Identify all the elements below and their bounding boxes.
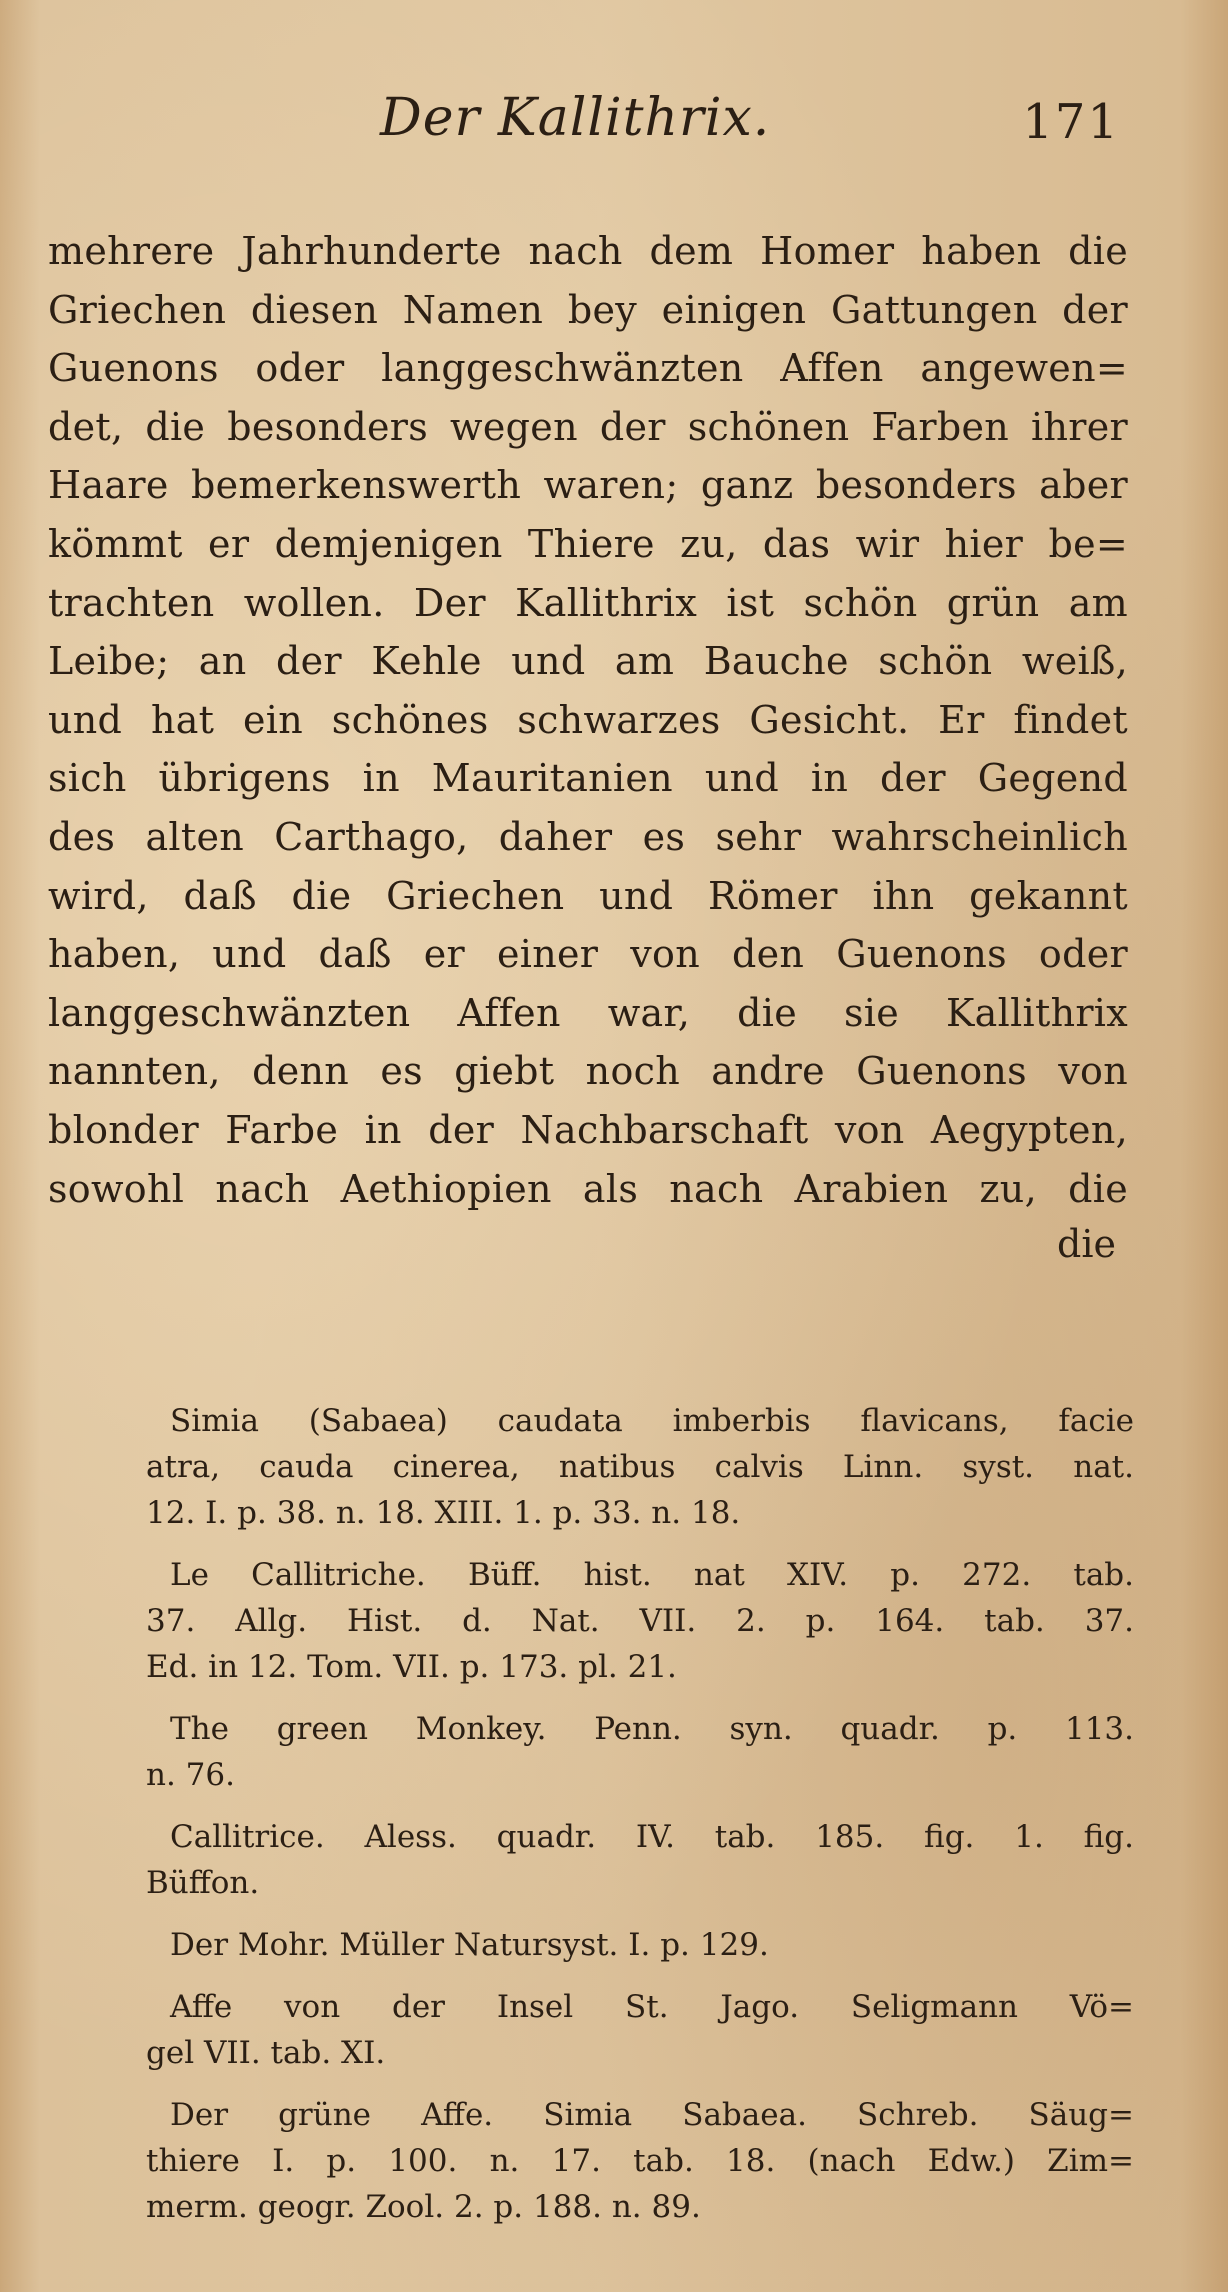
text-line: haben, und daß er einer von den Guenons oder bbox=[48, 932, 1128, 977]
footnote-line: Callitrice. Aless. quadr. IV. tab. 185. fig. 1. fig. bbox=[170, 1819, 1134, 1855]
text-line: Griechen diesen Namen bey einigen Gattungen der bbox=[48, 287, 1128, 332]
footnote-line: Der grüne Affe. Simia Sabaea. Schreb. Säug= bbox=[170, 2097, 1134, 2133]
footnote-line: n. 76. bbox=[146, 1757, 235, 1793]
text-line: langgeschwänzten Affen war, die sie Kallithrix bbox=[48, 990, 1128, 1035]
footnotes bbox=[146, 1398, 1134, 2246]
text-line: trachten wollen. Der Kallithrix ist schön grün am bbox=[48, 580, 1128, 625]
text-line: und hat ein schönes schwarzes Gesicht. Er findet bbox=[48, 697, 1128, 742]
footnote-line: Ed. in 12. Tom. VII. p. 173. pl. 21. bbox=[146, 1649, 677, 1685]
text-line: Haare bemerkenswerth waren; ganz besonders aber bbox=[48, 463, 1128, 508]
main-text bbox=[48, 222, 1128, 1218]
text-line: Leibe; an der Kehle und am Bauche schön weiß, bbox=[48, 639, 1128, 684]
footnote-line: The green Monkey. Penn. syn. quadr. p. 113. bbox=[170, 1711, 1134, 1747]
text-line: des alten Carthago, daher es sehr wahrscheinlich bbox=[48, 814, 1128, 859]
text-line: mehrere Jahrhunderte nach dem Homer haben die bbox=[48, 229, 1128, 273]
page-number: 171 bbox=[1022, 94, 1120, 150]
text-line: kömmt er demjenigen Thiere zu, das wir hier be= bbox=[48, 521, 1128, 566]
page-header bbox=[380, 88, 1120, 168]
catchword: die bbox=[1057, 1222, 1116, 1266]
text-line: Guenons oder langgeschwänzten Affen angewen= bbox=[48, 346, 1128, 391]
footnote-alessandri bbox=[146, 1814, 1134, 1906]
text-line: sich übrigens in Mauritanien und in der Gegend bbox=[48, 756, 1128, 801]
footnote-line: thiere I. p. 100. n. 17. tab. 18. (nach Edw.) Zim= bbox=[146, 2143, 1134, 2179]
footnote-line: Affe von der Insel St. Jago. Seligmann Vö= bbox=[170, 1989, 1134, 2025]
footnote-linnaeus bbox=[146, 1398, 1134, 1536]
running-title: Der Kallithrix. bbox=[380, 88, 771, 148]
footnote-line: gel VII. tab. XI. bbox=[146, 2035, 386, 2071]
text-line: blonder Farbe in der Nachbarschaft von Aegypten, bbox=[48, 1107, 1128, 1152]
footnote-line: Le Callitriche. Büff. hist. nat XIV. p. 272. tab. bbox=[170, 1557, 1134, 1593]
text-line: nannten, denn es giebt noch andre Guenons von bbox=[48, 1049, 1128, 1094]
footnote-pennant bbox=[146, 1706, 1134, 1798]
footnote-schreber bbox=[146, 2092, 1134, 2230]
footnote-line: Der Mohr. Müller Natursyst. I. p. 129. bbox=[170, 1927, 769, 1963]
text-line: wird, daß die Griechen und Römer ihn gekannt bbox=[48, 873, 1128, 918]
footnote-line: merm. geogr. Zool. 2. p. 188. n. 89. bbox=[146, 2189, 701, 2225]
footnote-buffon bbox=[146, 1552, 1134, 1690]
text-line: sowohl nach Aethiopien als nach Arabien zu, die bbox=[48, 1166, 1128, 1211]
footnote-seligmann bbox=[146, 1984, 1134, 2076]
footnote-line: Büffon. bbox=[146, 1865, 260, 1901]
footnote-line: Simia (Sabaea) caudata imberbis flavicans, facie bbox=[170, 1403, 1134, 1439]
footnote-line: atra, cauda cinerea, natibus calvis Linn. syst. nat. bbox=[146, 1449, 1134, 1485]
text-line: det, die besonders wegen der schönen Farben ihrer bbox=[48, 404, 1128, 449]
footnote-mueller bbox=[170, 1922, 1134, 1968]
footnote-line: 37. Allg. Hist. d. Nat. VII. 2. p. 164. tab. 37. bbox=[146, 1603, 1134, 1639]
footnote-line: 12. I. p. 38. n. 18. XIII. 1. p. 33. n. 18. bbox=[146, 1495, 741, 1531]
